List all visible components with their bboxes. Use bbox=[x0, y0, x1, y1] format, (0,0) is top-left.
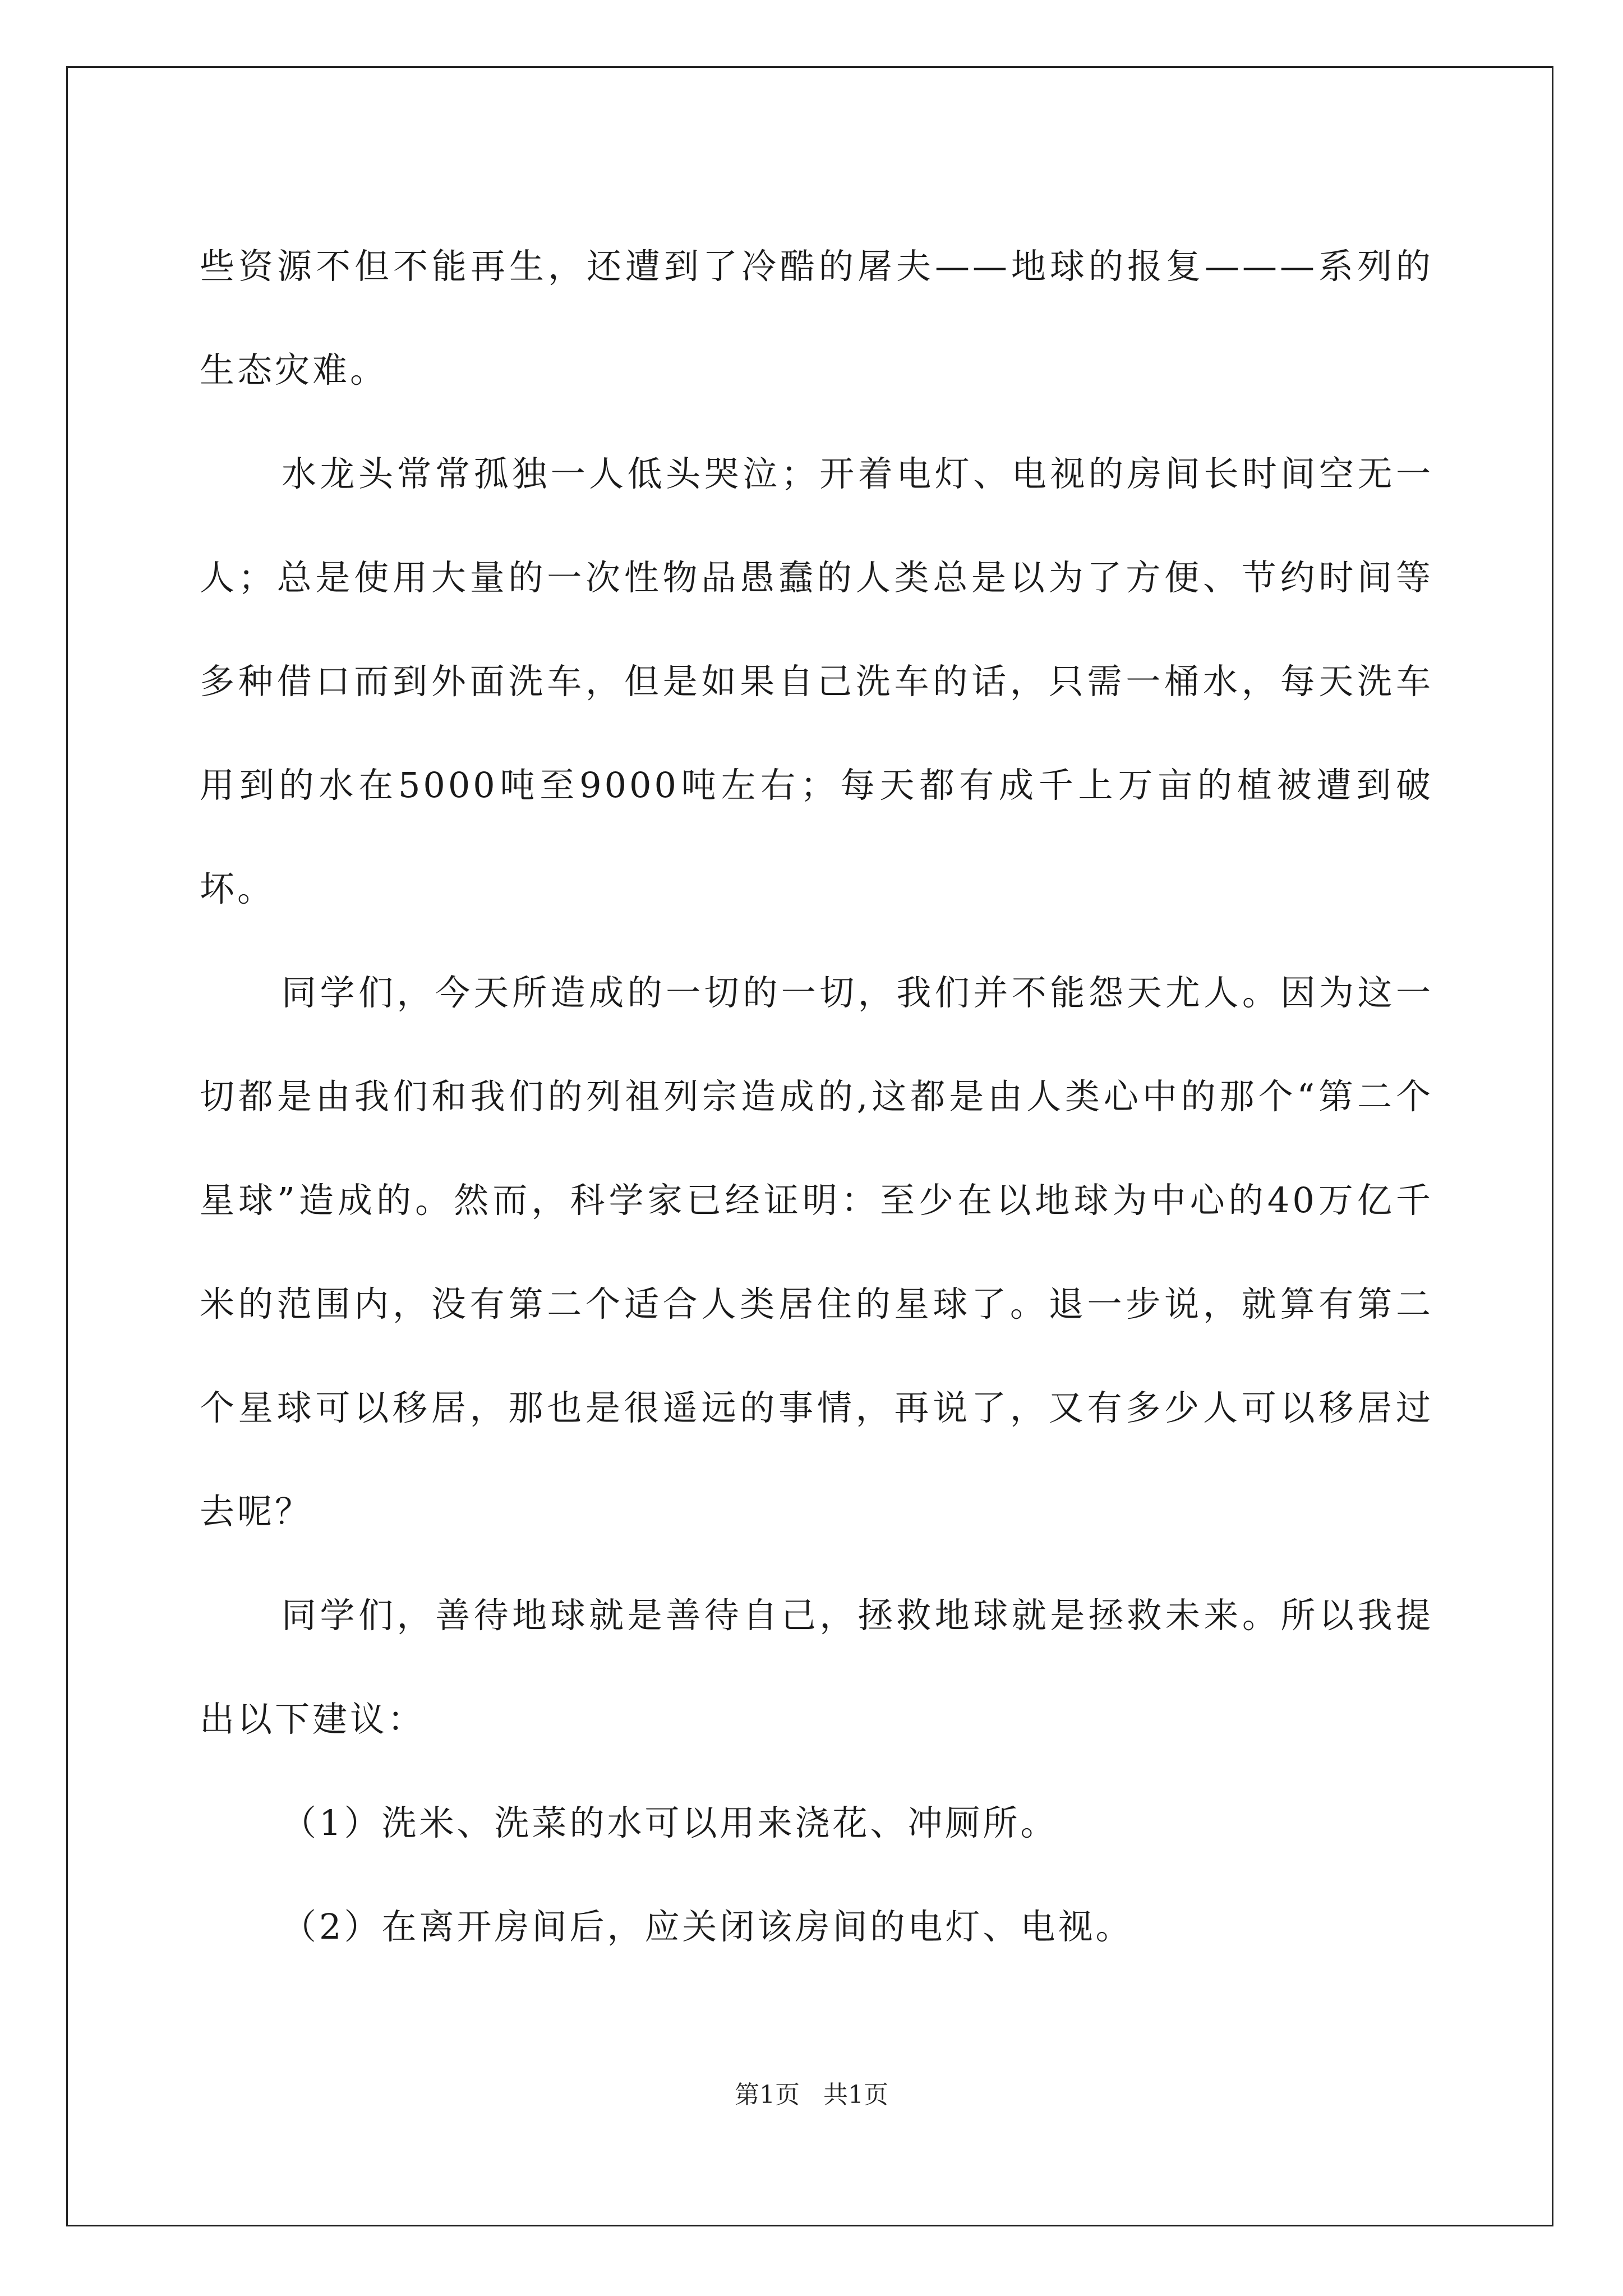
page-number-total: 共1页 bbox=[823, 2081, 888, 2109]
proposal-item-1: （1）洗米、洗菜的水可以用来浇花、冲厕所。 bbox=[282, 1802, 1058, 1843]
paragraph-proposal-intro: 同学们，善待地球就是善待自己，拯救地球就是拯救未来。所以我提出以下建议： bbox=[200, 1595, 1433, 1740]
page-number-current: 第1页 bbox=[735, 2081, 800, 2109]
proposal-item-2: （2）在离开房间后，应关闭该房间的电灯、电视。 bbox=[282, 1906, 1133, 1947]
document-body bbox=[200, 214, 1433, 1978]
page-footer bbox=[0, 2078, 1623, 2112]
paragraph-faucet: 水龙头常常孤独一人低头哭泣；开着电灯、电视的房间长时间空无一人；总是使用大量的一次性物品愚蠢的人类总是以为了方便、节约时间等多种借口而到外面洗车，但是如果自己洗车的话，只需一桶水，每天洗车用到的水在5000吨至9000吨左右；每天都有成千上万亩的植被遭到破坏。 bbox=[200, 453, 1433, 909]
footer-spacer bbox=[800, 2081, 823, 2109]
paragraph-second-planet: 同学们，今天所造成的一切的一切，我们并不能怨天尤人。因为这一切都是由我们和我们的列祖列宗造成的,这都是由人类心中的那个“第二个星球”造成的。然而，科学家已经证明：至少在以地球为中心的40万亿千米的范围内，没有第二个适合人类居住的星球了。退一步说，就算有第二个星球可以移居，那也是很遥远的事情，再说了，又有多少人可以移居过去呢？ bbox=[200, 972, 1433, 1532]
paragraph-continuation: 些资源不但不能再生，还遭到了冷酷的屠夫——地球的报复———系列的生态灾难。 bbox=[200, 246, 1433, 390]
